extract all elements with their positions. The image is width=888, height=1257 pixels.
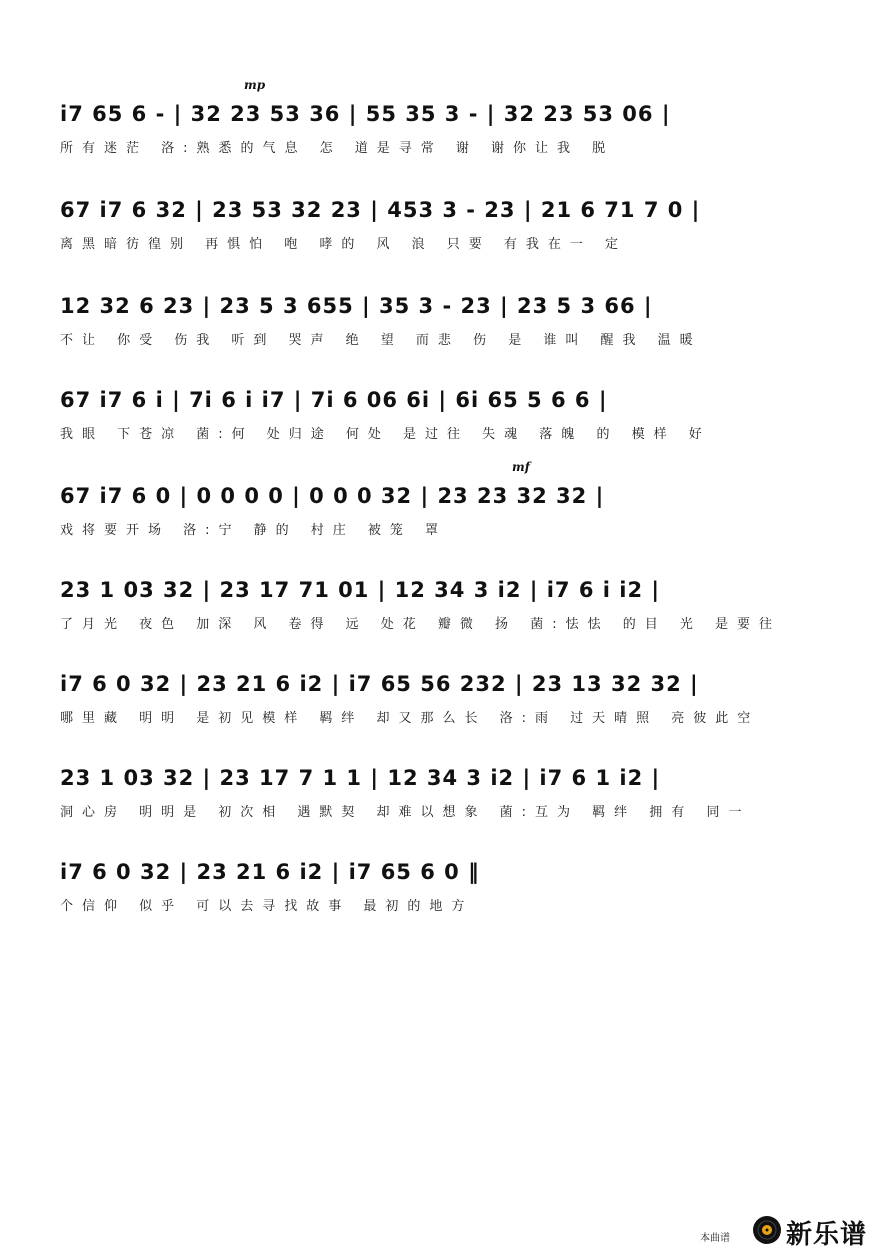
score-system-3	[60, 288, 830, 368]
notation-line: i7 6 0 32 | 23 21 6 i2 | i7 65 6 0 ‖	[60, 860, 480, 884]
lyrics-line: 所有迷茫 洛:熟悉的气息 怎 道是寻常 谢 谢你让我 脱	[60, 141, 615, 156]
vinyl-disc-icon	[752, 1215, 782, 1245]
footer-watermark	[700, 1211, 880, 1251]
score-system-8	[60, 760, 830, 840]
notation-line: 23 1 03 32 | 23 17 71 01 | 12 34 3 i2 | i7 6 i i2 |	[60, 578, 661, 602]
notation-line: 23 1 03 32 | 23 17 7 1 1 | 12 34 3 i2 | i7 6 1 i2 |	[60, 766, 661, 790]
lyrics-line: 离黑暗彷徨别 再惧怕 咆 哮的 风 浪 只要 有我在一 定	[60, 237, 628, 252]
lyrics-line: 个信仰 似乎 可以去寻找故事 最初的地方	[60, 899, 474, 914]
lyrics-line: 了月光 夜色 加深 风 卷得 远 处花 瓣微 扬 菌:怯怯 的目 光 是要往	[60, 617, 781, 632]
score-system-2	[60, 192, 830, 272]
score-system-6	[60, 572, 830, 652]
lyrics-line: 戏将要开场 洛:宁 静的 村庄 被笼 罩	[60, 523, 448, 538]
score-system-7	[60, 666, 830, 746]
footer-caption: 本曲谱	[700, 1233, 730, 1244]
score-system-5	[60, 460, 830, 558]
dynamic-marking: mp	[244, 78, 266, 92]
brand-name: 新乐谱	[786, 1220, 868, 1250]
notation-line: 67 i7 6 0 | 0 0 0 0 | 0 0 0 32 | 23 23 32 32 |	[60, 484, 605, 508]
notation-line: 67 i7 6 i | 7i 6 i i7 | 7i 6 06 6i | 6i 65 5 6 6 |	[60, 388, 608, 412]
notation-line: i7 65 6 - | 32 23 53 36 | 55 35 3 - | 32 23 53 06 |	[60, 102, 671, 126]
score-system-4	[60, 382, 830, 462]
dynamic-marking: mf	[512, 460, 530, 474]
notation-line: 67 i7 6 32 | 23 53 32 23 | 453 3 - 23 | 21 6 71 7 0 |	[60, 198, 701, 222]
lyrics-line: 洞心房 明明是 初次相 遇默契 却难以想象 菌:互为 羁绊 拥有 同一	[60, 805, 751, 820]
lyrics-line: 我眼 下苍凉 菌:何 处归途 何处 是过往 失魂 落魄 的 模样 好	[60, 427, 711, 442]
notation-line: 12 32 6 23 | 23 5 3 655 | 35 3 - 23 | 23 5 3 66 |	[60, 294, 653, 318]
notation-line: i7 6 0 32 | 23 21 6 i2 | i7 65 56 232 | 23 13 32 32 |	[60, 672, 699, 696]
lyrics-line: 不让 你受 伤我 听到 哭声 绝 望 而悲 伤 是 谁叫 醒我 温暖	[60, 333, 702, 348]
score-system-9	[60, 854, 830, 934]
score-system-1	[60, 78, 830, 176]
lyrics-line: 哪里藏 明明 是初见模样 羁绊 却又那么长 洛:雨 过天晴照 亮彼此空	[60, 711, 760, 726]
